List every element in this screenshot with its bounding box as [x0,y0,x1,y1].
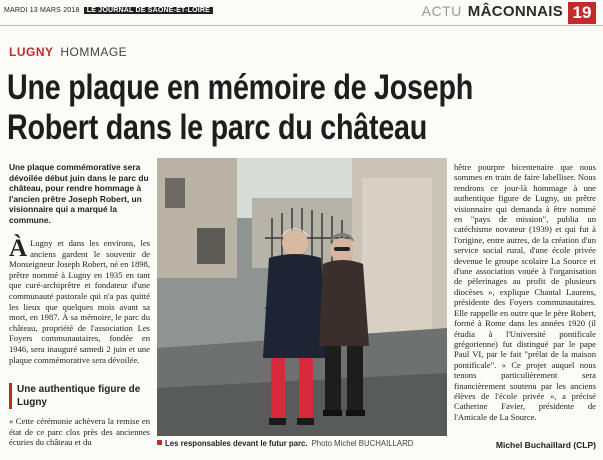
photo-illustration [157,158,447,436]
article-body-col1-cont: « Cette cérémonie achèvera la remise en état de ce parc clos près des anciennes écuries du château et du [9,416,150,448]
photo-credit: Photo Michel BUCHAILLARD [311,439,414,448]
page-number: 19 [568,2,596,24]
article-byline: Michel Buchaillard (CLP) [495,440,596,450]
section-label [422,3,563,20]
section-region: MÂCONNAIS [467,3,563,20]
page-header [0,0,603,26]
issue-date: MARDI 13 MARS 2018 [4,7,80,14]
article-subhead: Une authentique figure de Lugny [9,383,150,409]
kicker-category: HOMMAGE [60,45,128,59]
section-name: ACTU [421,3,462,19]
masthead [4,6,213,15]
article-lede: Une plaque commémorative sera dévoilée début juin dans le parc du château, pour rendre hommage à l'ancien prêtre Joseph Robert, un visionnaire qui a marqué la commune. [9,162,149,225]
caption-marker [157,440,162,445]
article-headline: Une plaque en mémoire de Joseph Robert dans le parc du château [7,68,474,147]
newspaper-name: LE JOURNAL DE SAÔNE-ET-LOIRE [84,7,213,14]
caption-text: Les responsables devant le futur parc. [165,439,308,448]
kicker-town: LUGNY [9,45,54,59]
drop-cap: À [9,235,28,262]
article-kicker [9,45,127,59]
body-text: Lugny et dans les environs, les anciens gardent le souvenir de Monseigneur Joseph Robert, né en 1898, prêtre nommé à Lugny en 1935 en tant que curé-archiprêtre et fondateur d'une communauté pastorale qui n'a pas quitté les lieux que quelques mois avant sa mort, en 1987. À sa mémoire, le parc du château, propriété de l'association Les Foyers communautaires, fondée en 1946, sera inauguré samedi 2 juin et une plaque commémorative sera dévoilée. [9,238,150,365]
article-photo [157,158,447,436]
article-body-col3: hêtre pourpre bicentenaire que nous sommes en train de faire labelliser. Nous rendrons ce jour-là hommage à une authentique figure de Lugny, un prêtre visionnaire qui demanda à être nommé en "pays de mission", publia un catéchisme novateur (1939) et qui fut à l'origine, entre autres, de la création d'un service social rural, d'une école privée devenue le groupe scolaire La Source et d'une association vouée à l'organisation de pèlerinages au profit de plusieurs diocèses », explique Chantal Laurens, présidente des Foyers communautaires. Elle rappelle en outre que le père Robert, formé à Rome dans les années 1920 (il étudia à l'Université pontificale grégorienne) fut distingué par le pape Paul VI, par le fait "prélat de la maison pontificale". « Ce projet auquel nous tenons particulièrement sera financièrement soutenu par les anciens élèves de l'école privée », a précisé Catherine Favier, présidente de l'Amicale de La Source. [454,162,596,422]
photo-caption [157,439,447,449]
article-body-col1 [9,235,150,365]
